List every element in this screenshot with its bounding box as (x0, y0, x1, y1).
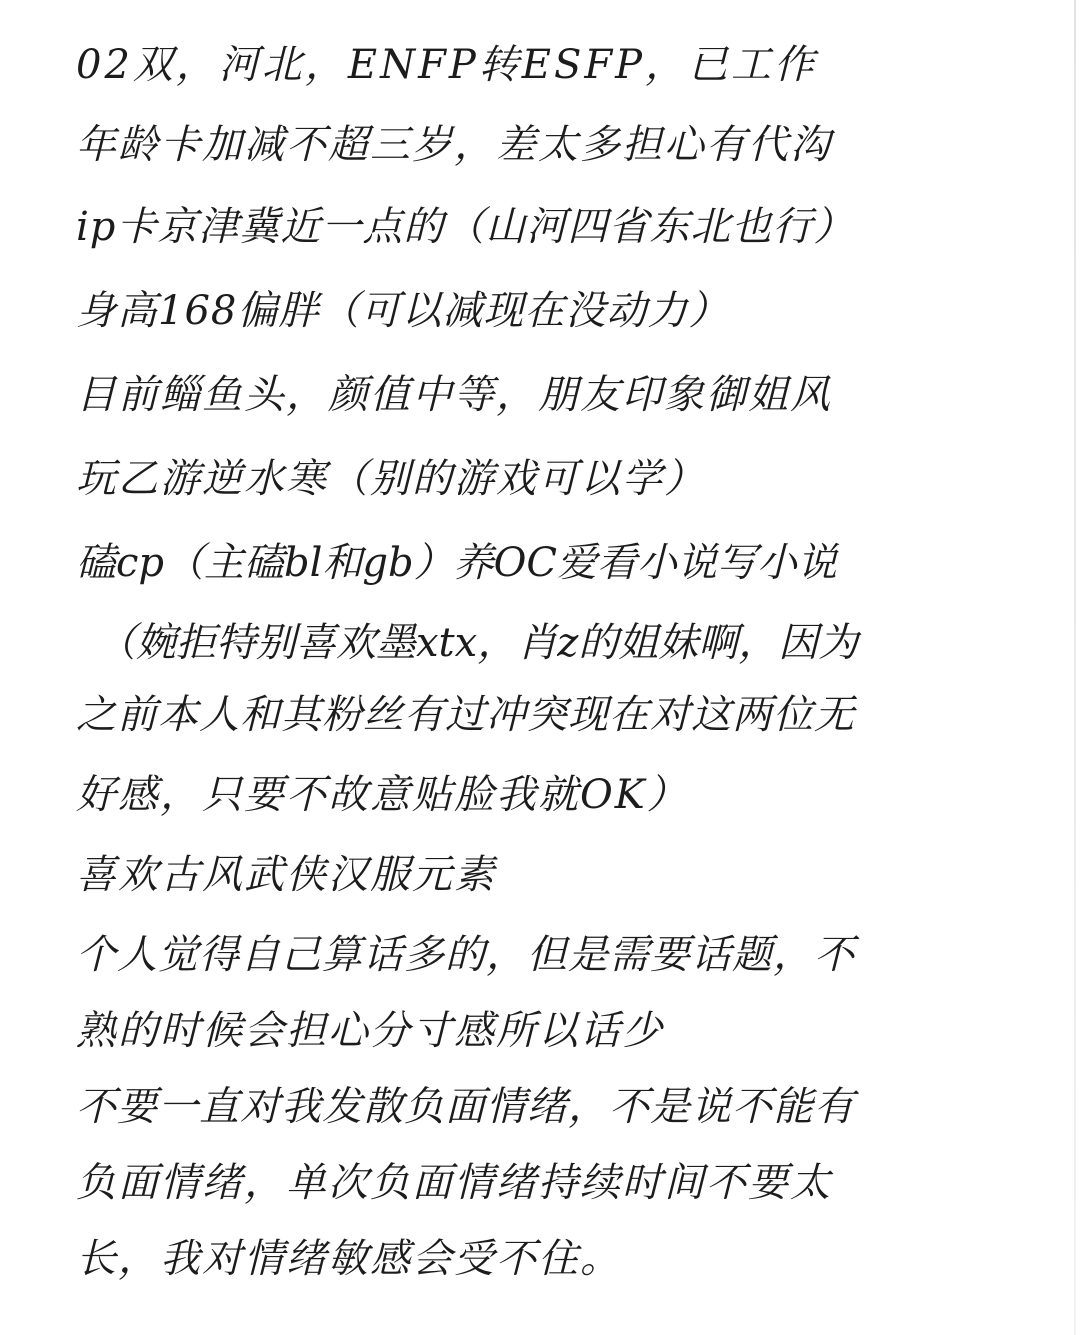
text-line: 个人觉得自己算话多的，但是需要话题，不 (76, 932, 855, 978)
text-line: 磕cp（主磕bl和gb）养OC爱看小说写小说 (76, 540, 838, 586)
text-line: 长，我对情绪敏感会受不住。 (76, 1236, 622, 1282)
text-line: 不要一直对我发散负面情绪，不是说不能有 (76, 1084, 855, 1130)
text-line: ip卡京津冀近一点的（山河四省东北也行） (76, 204, 855, 250)
text-line: 负面情绪，单次负面情绪持续时间不要太 (76, 1160, 832, 1206)
text-line: （婉拒特别喜欢墨xtx，肖z的姐妹啊，因为 (96, 620, 859, 666)
text-line: 年龄卡加减不超三岁，差太多担心有代沟 (76, 122, 832, 168)
text-line: 喜欢古风武侠汉服元素 (76, 852, 496, 898)
text-line: 身高168偏胖（可以减现在没动力） (76, 288, 730, 334)
text-line: 熟的时候会担心分寸感所以话少 (76, 1008, 664, 1054)
text-line: 好感，只要不故意贴脸我就OK） (76, 772, 689, 818)
text-line: 02双，河北，ENFP转ESFP，已工作 (76, 42, 818, 88)
text-line: 目前鲻鱼头，颜值中等，朋友印象御姐风 (76, 372, 832, 418)
page-edge-divider (1074, 0, 1076, 1335)
text-line: 玩乙游逆水寒（别的游戏可以学） (76, 456, 706, 502)
text-line: 之前本人和其粉丝有过冲突现在对这两位无 (76, 692, 855, 738)
